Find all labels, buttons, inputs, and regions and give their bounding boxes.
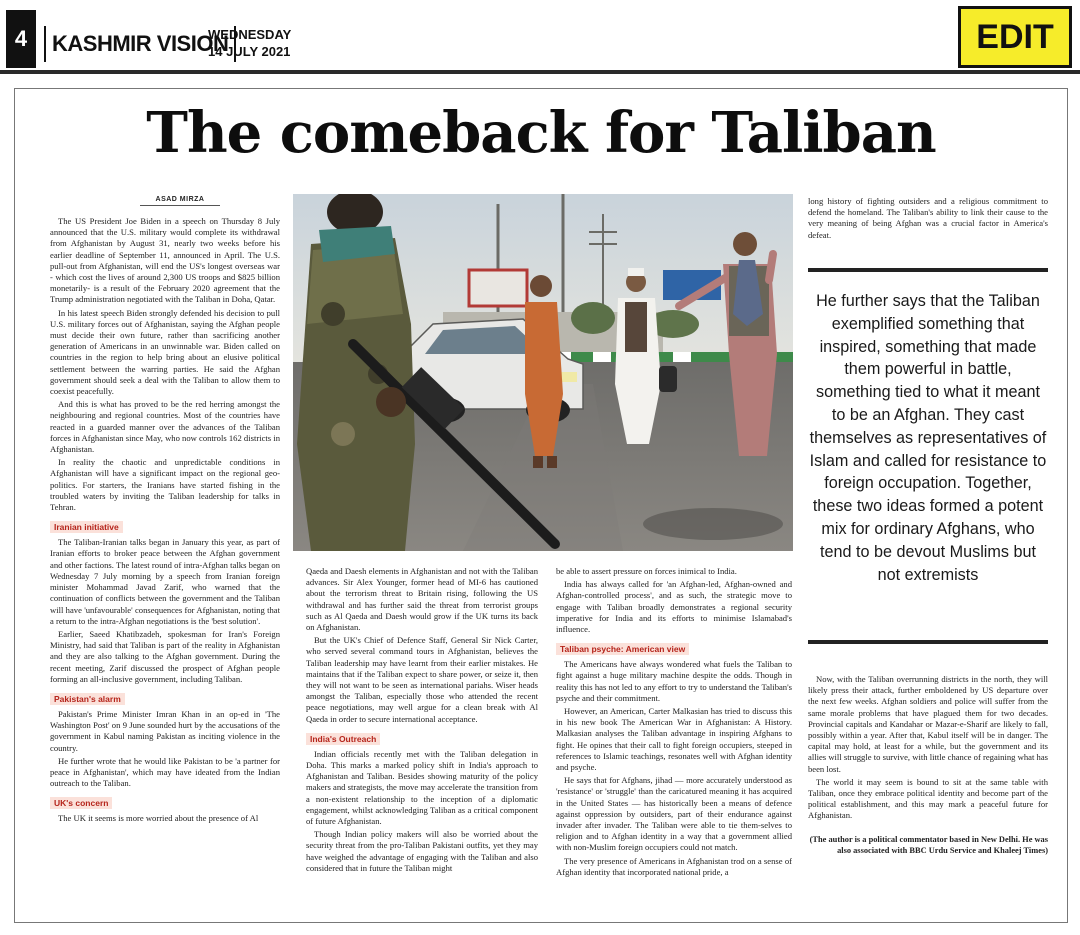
paragraph: Earlier, Saeed Khatibzadeh, spokesman for Iran's Foreign Ministry, had said that Taliban is part of the reality in Afghanistan and they are also talking to the Afghan government. During the recent meeting, Zarif discussed the prospect of Afghan people forming an all-inclusive government, including Taliban. [50, 628, 280, 684]
subhead-indias-outreach: India's Outreach [306, 733, 380, 745]
masthead-rule [0, 70, 1080, 74]
paragraph: The very presence of Americans in Afghanistan trod on a sense of Afghan identity that incorporated national pride, a [556, 855, 792, 877]
paragraph: And this is what has proved to be the red herring amongst the neighbouring and regional countries. Most of the countries have reacted in a guarded manner over the advances of the Taliban forces in Afghanistan since May, who now controls 162 districts in Afghanistan. [50, 399, 280, 455]
paragraph: The Americans have always wondered what fuels the Taliban to fight against a huge military machine despite the odds. Though in reality this has not led to any effort to try to understand the Taliban's psyche and their commitment. [556, 659, 792, 703]
paragraph: In reality the chaotic and unpredictable conditions in Afghanistan will have a significant impact on the regional geo-politics. For starters, the Iranians have started fishing in the troubled waters by inviting the Taliban leadership for talks in Tehran. [50, 457, 280, 513]
issue-date [208, 26, 291, 60]
paragraph: Indian officials recently met with the Taliban delegation in Doha. This marks a marked policy shift in India's approach to Afghanistan and Taliban. Besides showing maturity of the policy makers and strategists, the move may accelerate the transition from a non-existent relationship to the inception of a diplomatic engagement, whilst acknowledging Taliban as a critical component of future Afghanistan. [306, 748, 538, 827]
paragraph: The Taliban-Iranian talks began in January this year, as part of Iranian efforts to broker peace between the Afghan government and other factions. The latest round of intra-Afghan talks began on Wednesday 7 July morning by a speech from Iranian foreign minister Mohammad Javad Zarif, who warned that the continuation of conflicts between the government and the Taliban will have 'unfavourable' consequences for Afghanistan, noting that a return to the intra-Afghan negotiations is the 'best solution'. [50, 537, 280, 626]
paragraph: long history of fighting outsiders and a religious commitment to defend the homeland. The Taliban's ability to link their cause to the very meaning of being Afghan was a crucial factor in America's defeat. [808, 196, 1048, 240]
masthead [0, 0, 1080, 78]
pullquote: He further says that the Taliban exemplified something that inspired, something that made them powerful in battle, something tied to what it meant to be an Afghan. They cast themselves as representatives of Islam and called for resistance to foreign occupation. Together, these two ideas formed a potent mix for ordinary Afghans, who tend to be devout Muslims but not extremists [809, 292, 1047, 584]
column-1 [50, 196, 280, 918]
article-headline: The comeback for Taliban [146, 100, 936, 166]
column-5 [808, 674, 1048, 900]
subhead-iranian-initiative: Iranian initiative [50, 521, 123, 533]
photo-illustration [293, 194, 793, 551]
page-number: 4 [6, 10, 36, 68]
paragraph: Though Indian policy makers will also be worried about the security threat from the pro-Taliban Pakistani outfits, yet they may have weighed the advantage of engaging with the Taliban and also considered that in future the Taliban might [306, 829, 538, 873]
paragraph: In his latest speech Biden strongly defended his decision to pull U.S. military forces out of Afghanistan, saying the Afghan people must decide their own future, rather than sacrificing another generation of Americans in an unwinnable war. Biden called on countries in the region to help bring about an elusive political settlement between the warring parties. He said the Afghan government should seek a deal with the Taliban to allow them to coexist peacefully. [50, 307, 280, 397]
subhead-taliban-psyche: Taliban psyche: American view [556, 643, 689, 655]
section-tag-edit: EDIT [958, 6, 1072, 68]
paragraph: The UK it seems is more worried about the presence of Al [58, 813, 259, 824]
paragraph: India has always called for 'an Afghan-led, Afghan-owned and Afghan-controlled process', and as such, the strategic move to engage with Taliban broadly demonstrates a regional security imperative for India and its efforts to minimise Islamabad's influence. [556, 579, 792, 635]
paragraph: He further wrote that he would like Pakistan to be 'a partner for peace in Afghanistan', which may have ideated from the Indian outreach to the Taliban. [50, 755, 280, 789]
paragraph: The US President Joe Biden in a speech on Thursday 8 July announced that the U.S. military would complete its withdrawal from Afghanistan by August 31, nearly two weeks before his earlier deadline of September 11, announced in April. The U.S. pull-out from Afghanistan, will end the US's longest overseas war - which cost the lives of around 2,300 US troops and $825 billion monetarily- is a result of the February 2020 agreement that the Trump administration negotiated with the Taliban in Doha, Qatar. [50, 216, 280, 305]
column-3 [556, 566, 792, 918]
pullquote-rule-top [808, 268, 1048, 272]
issue-day: WEDNESDAY [208, 27, 292, 42]
article-photo [293, 194, 793, 551]
paragraph: But the UK's Chief of Defence Staff, General Sir Nick Carter, who served several command tours in Afghanistan, believes the Taliban leadership may have learnt from their earlier mistakes. He maintains that if the Taliban expect to share power, or seize it, then they will not want to be seen as international pariahs. Wiser heads amongst the Taliban, especially those who attended the recent peace negotiations, may well argue for a clean break with Al Qaeda in order to secure international acceptance. [306, 635, 538, 724]
author-bio: (The author is a political commentator based in New Delhi. He was also associated with BBC Urdu Service and Khaleej Times) [809, 834, 1048, 855]
billboard-left [469, 270, 527, 306]
paragraph: Pakistan's Prime Minister Imran Khan in an op-ed in 'The Washington Post' on 9 June sounded hurt by the accusations of the government in Kabul naming Pakistan as inciting violence in the country. [50, 708, 280, 753]
paragraph: be able to assert pressure on forces inimical to India. [556, 566, 737, 576]
column-4 [808, 196, 1048, 254]
paragraph: However, an American, Carter Malkasian has tried to discuss this in his new book The American War in Afghanistan: A History. Malkasian analyses the Taliban advantage in inspiring Afghans to fight. He opines that their call to fight foreign occupiers, steeped in references to Islamic teachings, resonates well with Afghan identity and psyche. [556, 706, 792, 773]
issue-date-value: 14 JULY 2021 [208, 44, 291, 59]
subhead-uks-concern: UK's concern [50, 797, 112, 809]
pullquote-rule-bottom [808, 640, 1048, 644]
subhead-pakistans-alarm: Pakistan's alarm [50, 693, 125, 705]
logo-text: KASHMIR VISION [52, 31, 229, 56]
paragraph: Qaeda and Daesh elements in Afghanistan and not with the Taliban advances. Sir Alex Younger, former head of MI-6 has cautioned about the terrorism threat to Britain rising, following the US withdrawal and has further said the threat from terrorist groups such as Al Qaeda and Daesh would grow if the UK turns its back on Afghanistan. [306, 566, 538, 633]
paragraph: The world it may seem is bound to sit at the same table with Taliban, once they embrace political identity and become part of the political establishment, and this may mark a peaceful future for Afghanistan. [808, 776, 1048, 821]
paragraph: He says that for Afghans, jihad — more accurately understood as 'resistance' or 'struggle' than the caricatured meaning it has acquired in the United States — has historically been a means of defence against oppression by outsiders, part of their endurance against invader after invader. The Taliban were able to tie them-selves to religion and to Afghan identity in a way that a government allied with non-Muslim foreign occupiers could not match. [556, 775, 792, 853]
column-2 [306, 566, 538, 918]
paragraph: Now, with the Taliban overrunning districts in the north, they will likely press their attack, further emboldened by US departure over the next few weeks. Afghan soldiers and police will suffer from the same morale problems that have plagued them for two decades. Provincial capitals and Kandahar or Mazar-e-Sharif are likely to fall, possibly within a year. After that, Kabul itself will be in danger. The capital may hold, at least for a while, but the government and its allies will struggle to survive, with little chance of regaining what has been lost. [808, 674, 1048, 774]
byline: ASAD MIRZA [140, 196, 220, 206]
